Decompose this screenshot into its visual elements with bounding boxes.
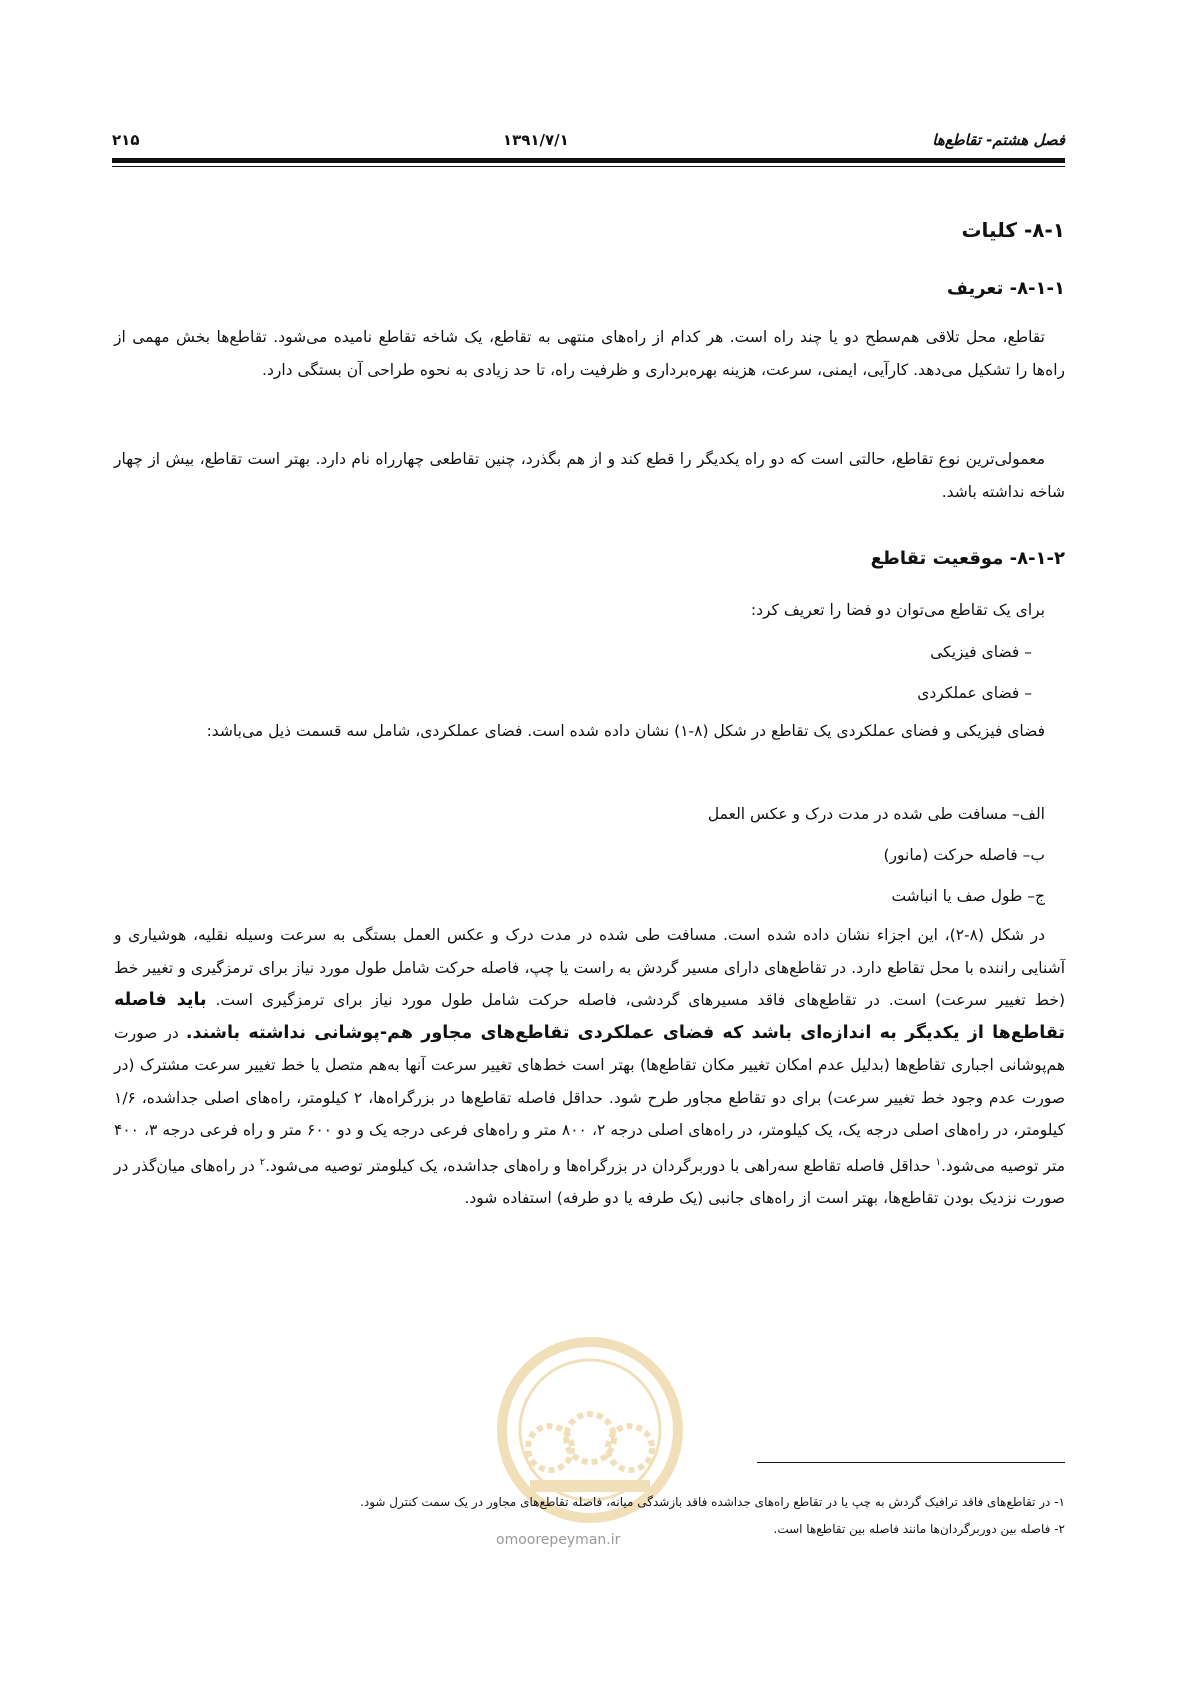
- paragraph-definition-2: معمولی‌ترین نوع تقاطع، حالتی است که دو راه یکدیگر را قطع کند و از هم بگذرد، چنین تقاطعی چهارراه نام دارد. بهتر است تقاطع، بیش از چهار شاخه نداشته باشد.: [114, 450, 1065, 501]
- footnote-ref-2[interactable]: ۲: [259, 1156, 266, 1168]
- list-item-alef: الف– مسافت طی شده در مدت درک و عکس العمل: [707, 805, 1045, 823]
- paragraph-definition-1: تقاطع، محل تلاقی هم‌سطح دو یا چند راه است. هر کدام از راه‌های منتهی به تقاطع، یک شاخه تقاطع نامیده می‌شود. تقاطع‌ها بخش مهمی از راه‌ها را تشکیل می‌دهد. کارآیی، ایمنی، سرعت، هزینه بهره‌برداری و ظرفیت راه، تا حد زیادی به نحوه طراحی آن بستگی دارد.: [114, 328, 1065, 379]
- footnote-1: ۱- در تقاطع‌های فاقد ترافیک گردش به چپ یا در تقاطع راه‌های جداشده فاقد بازشدگی میانه، فاصله تقاطع‌های مجاور در یک سمت کنترل شود.: [360, 1495, 1065, 1509]
- list-item-be: ب– فاصله حرکت (مانور): [883, 846, 1045, 864]
- chapter-title: فصل هشتم- تقاطع‌ها: [932, 131, 1065, 149]
- header-date: ۱۳۹۱/۷/۱: [502, 131, 569, 149]
- header-rule-thin: [112, 166, 1065, 167]
- footnote-rule: [757, 1462, 1065, 1463]
- components-text-rest3: در راه‌های میان‌گذر در صورت نزدیک بودن تقاطع‌ها، بهتر است از راه‌های جانبی (یک طرفه یا دو طرفه) استفاده شود.: [114, 1156, 1065, 1208]
- paragraph-functional-space: فضای فیزیکی و فضای عملکردی یک تقاطع در شکل (۸-۱) نشان داده شده است. فضای عملکردی، شامل سه قسمت ذیل می‌باشد:: [206, 722, 1045, 740]
- page-number: ۲۱۵: [112, 131, 140, 149]
- header-rule-thick: [112, 158, 1065, 163]
- footnote-2: ۲- فاصله بین دوربرگردان‌ها مانند فاصله بین تقاطع‌ها است.: [773, 1522, 1065, 1536]
- components-text-rest: در صورت هم‌پوشانی اجباری تقاطع‌ها (بدلیل عدم امکان تغییر مکان تقاطع‌ها) بهتر است خط‌های تغییر سرعت آنها به‌هم متصل یا خط تغییر سرعت مشترک (در صورت عدم وجود خط تغییر سرعت) برای دو تقاطع مجاور طرح شود. حداقل فاصله تقاطع‌ها در بزرگراه‌ها، ۲ کیلومتر، راه‌های اصلی جداشده، ۱/۶ کیلومتر، در راه‌های اصلی درجه یک، یک کیلومتر، در راه‌های اصلی درجه ۲، ۸۰۰ متر و راه‌های فرعی درجه یک و دو ۶۰۰ متر و راه فرعی درجه ۳، ۴۰۰ متر توصیه می‌شود.: [114, 1023, 1065, 1175]
- components-text-rest2: حداقل فاصله تقاطع سه‌راهی با دوربرگردان در بزرگراه‌ها و راه‌های جداشده، یک کیلومتر توصیه می‌شود.: [265, 1156, 936, 1175]
- bullet-functional-space: – فضای عملکردی: [917, 684, 1032, 702]
- bullet-physical-space: – فضای فیزیکی: [930, 643, 1032, 661]
- components-text-bold: باید فاصله تقاطع‌ها از یکدیگر به اندازه‌ای باشد که فضای عملکردی تقاطع‌های مجاور هم-پوشانی نداشته باشند.: [114, 990, 1065, 1043]
- footnote-ref-1[interactable]: ۱: [935, 1156, 941, 1168]
- subsection-heading-location: ۸-۱-۲- موقعیت تقاطع: [870, 548, 1065, 569]
- list-item-jim: ج– طول صف یا انباشت: [891, 887, 1045, 905]
- components-text-start: در شکل (۸-۲)، این اجزاء نشان داده شده است. مسافت طی شده در مدت درک و عکس العمل بستگی به سرعت وسیله نقلیه، هوشیاری و آشنایی راننده با محل تقاطع دارد. در تقاطع‌های دارای مسیر گردش به راست یا چپ، فاصله حرکت شامل طول مورد نیاز برای ترمزگیری و تغییر خط (خط تغییر سرعت) است. در تقاطع‌های فاقد مسیرهای گردشی، فاصله حرکت شامل طول مورد نیاز برای ترمزگیری است.: [114, 926, 1065, 1009]
- subsection-heading-definition: ۸-۱-۱- تعریف: [947, 278, 1065, 299]
- paragraph-location-intro: برای یک تقاطع می‌توان دو فضا را تعریف کرد:: [750, 601, 1045, 619]
- section-heading: ۸-۱- کلیات: [961, 218, 1065, 242]
- paragraph-components: [114, 919, 1065, 1215]
- page-header: [112, 128, 1065, 152]
- watermark-url: omoorepeyman.ir: [496, 1532, 621, 1548]
